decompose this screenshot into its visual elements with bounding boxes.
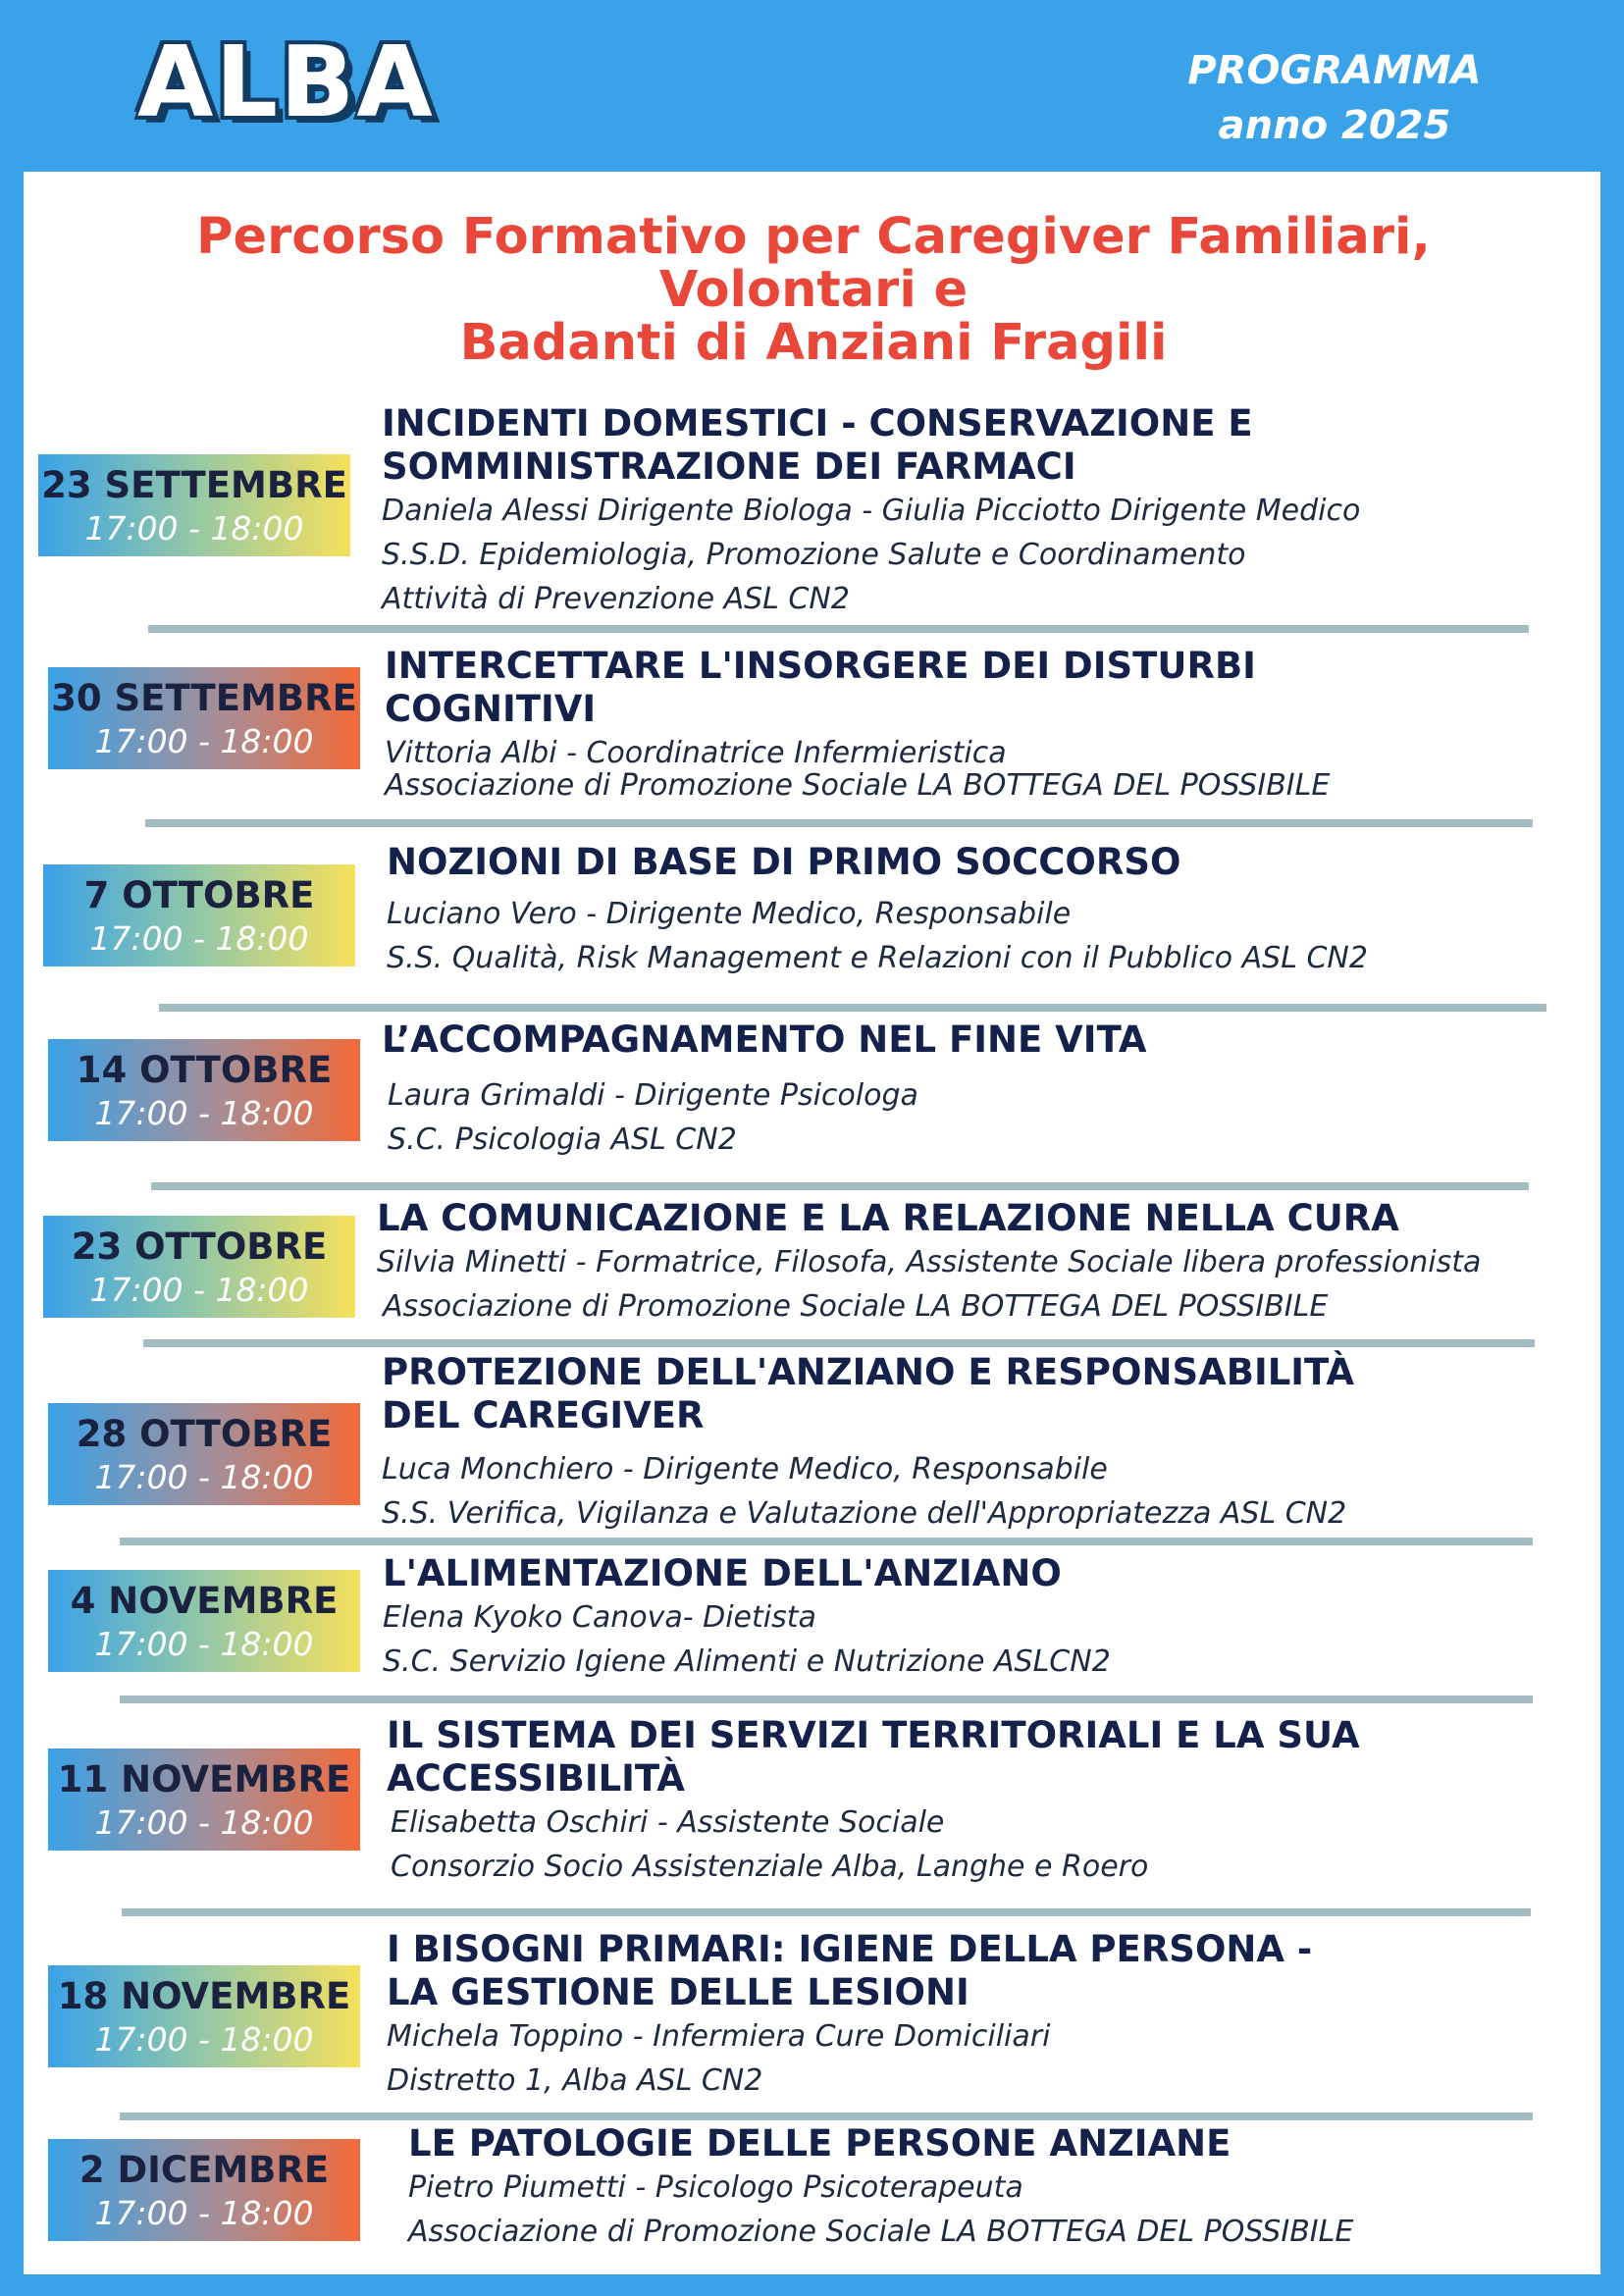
divider [120,1696,1533,1703]
event-speaker: Laura Grimaldi - Dirigente Psicologa S.C. Psicologia ASL CN2 [388,1078,918,1157]
event-item [385,645,1562,802]
event-speaker: Pietro Piumetti - Psicologo Psicoterapeuta Associazione di Promozione Sociale LA BOTTEGA DEL POSSIBILE [408,2170,1354,2249]
event-speaker: Vittoria Albi - Coordinatrice Infermieristica Associazione di Promozione Sociale LA BOTTEGA DEL POSSIBILE [385,736,1331,803]
event-title: I BISOGNI PRIMARI: IGIENE DELLA PERSONA - LA GESTIONE DELLE LESIONI [387,1928,1313,2013]
event-speaker: Daniela Alessi Dirigente Biologa - Giulia Picciotto Dirigente Medico S.S.D. Epidemiologia, Promozione Salute e Coordinamento Attività di Prevenzione ASL CN2 [382,494,1361,616]
date-badge: 7 OTTOBRE 17:00 - 18:00 [43,864,355,966]
event-speaker: Michela Toppino - Infermiera Cure Domiciliari Distretto 1, Alba ASL CN2 [387,2019,1051,2098]
divider [151,1182,1529,1190]
date-badge: 4 NOVEMBRE 17:00 - 18:00 [48,1570,360,1672]
alba-logo: ALBA [137,25,435,139]
event-title: LE PATOLOGIE DELLE PERSONE ANZIANE [408,2122,1231,2165]
date-badge: 23 OTTOBRE 17:00 - 18:00 [43,1216,355,1318]
event-title: L’ACCOMPAGNAMENTO NEL FINE VITA [382,1018,1147,1061]
event-title: IL SISTEMA DEI SERVIZI TERRITORIALI E LA SUA ACCESSIBILITÀ [387,1714,1360,1800]
date-badge: 18 NOVEMBRE 17:00 - 18:00 [48,1965,360,2067]
divider [145,819,1533,827]
event-item [387,841,1564,980]
event-speaker: Elisabetta Oschiri - Assistente Sociale Consorzio Socio Assistenziale Alba, Langhe e Roero [391,1805,1149,1884]
event-title: PROTEZIONE DELL'ANZIANO E RESPONSABILITÀ DEL CAREGIVER [382,1351,1355,1436]
divider [120,1538,1533,1545]
divider [122,1908,1531,1916]
divider [143,1339,1535,1347]
event-speaker: Elena Kyoko Canova- Dietista S.C. Servizio Igiene Alimenti e Nutrizione ASLCN2 [383,1600,1111,1679]
program-year [1178,43,1492,153]
event-item [387,1928,1564,2103]
program-year-label: anno 2025 [1218,103,1451,148]
divider [148,625,1529,633]
event-item [377,1197,1554,1329]
event-speaker: Luca Monchiero - Dirigente Medico, Responsabile S.S. Verifica, Vigilanza e Valutazione dell'Appropriatezza ASL CN2 [382,1452,1347,1531]
event-item [382,402,1559,621]
page-title: Percorso Formativo per Caregiver Familiari, Volontari e Badanti di Anziani Fragili [196,208,1431,372]
date-badge: 28 OTTOBRE 17:00 - 18:00 [48,1403,360,1505]
event-speaker: Silvia Minetti - Formatrice, Filosofa, Assistente Sociale libera professionista Associazione di Promozione Sociale LA BOTTEGA DEL POSSIBILE [377,1245,1482,1324]
event-item [408,2122,1586,2254]
date-badge: 14 OTTOBRE 17:00 - 18:00 [48,1039,360,1141]
event-item [383,1552,1560,1684]
program-label: PROGRAMMA [1187,48,1482,93]
event-title: NOZIONI DI BASE DI PRIMO SOCCORSO [387,841,1181,883]
date-badge: 2 DICEMBRE 17:00 - 18:00 [48,2139,360,2241]
program-panel [24,172,1600,2274]
date-badge: 11 NOVEMBRE 17:00 - 18:00 [48,1748,360,1851]
event-title: LA COMUNICAZIONE E LA RELAZIONE NELLA CURA [377,1197,1399,1239]
date-badge: 23 SETTEMBRE 17:00 - 18:00 [38,454,350,556]
event-speaker: Luciano Vero - Dirigente Medico, Responsabile S.S. Qualità, Risk Management e Relazioni con il Pubblico ASL CN2 [387,897,1368,975]
event-item [382,1018,1559,1162]
event-title: INCIDENTI DOMESTICI - CONSERVAZIONE E SOMMINISTRAZIONE DEI FARMACI [382,402,1253,488]
divider [159,1004,1546,1012]
event-item [382,1351,1559,1536]
event-title: L'ALIMENTAZIONE DELL'ANZIANO [383,1552,1062,1594]
event-item [387,1714,1564,1889]
divider [120,2113,1533,2120]
event-title: INTERCETTARE L'INSORGERE DEI DISTURBI COGNITIVI [385,645,1256,730]
date-badge: 30 SETTEMBRE 17:00 - 18:00 [48,667,360,769]
